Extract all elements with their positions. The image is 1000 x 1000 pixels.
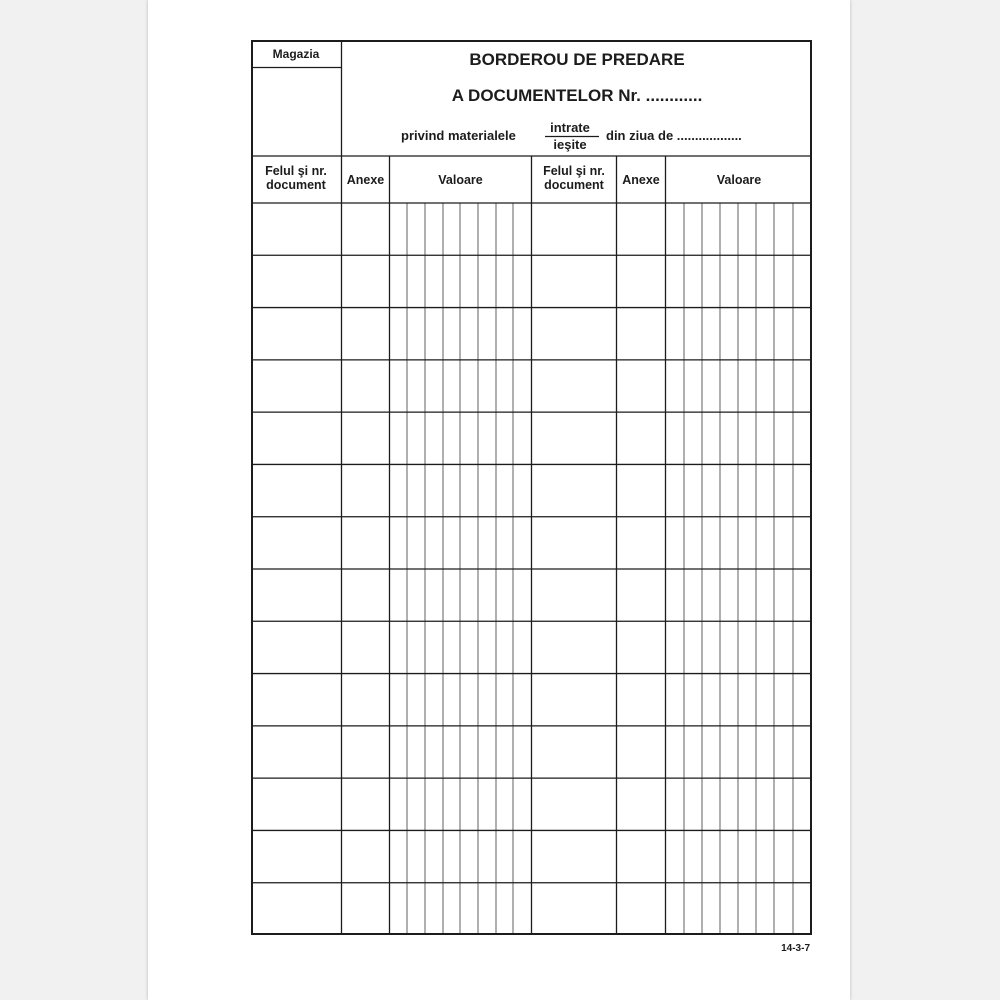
subtitle-prefix: privind materialele bbox=[401, 128, 516, 143]
doc-type-header-right-line-2: document bbox=[544, 177, 604, 192]
fraction-intrate: intrate bbox=[550, 120, 590, 135]
warehouse-label: Magazia bbox=[272, 47, 320, 61]
annexes-header-left: Anexe bbox=[346, 173, 385, 187]
doc-type-header-left-line-2: document bbox=[266, 177, 326, 192]
form-title-line-1: BORDEROU DE PREDARE bbox=[469, 50, 685, 69]
subtitle-date-field: din ziua de .................. bbox=[606, 128, 742, 143]
form-code: 14-3-7 bbox=[781, 943, 810, 954]
form-title-line-2: A DOCUMENTELOR Nr. ............ bbox=[451, 86, 703, 105]
annexes-header-right: Anexe bbox=[622, 173, 660, 187]
value-header-right: Valoare bbox=[716, 173, 762, 187]
transfer-form bbox=[251, 40, 812, 935]
fraction-iesite: ieşite bbox=[553, 137, 587, 152]
doc-type-header-left bbox=[251, 165, 341, 193]
value-header-left: Valoare bbox=[438, 173, 483, 187]
doc-type-header-left-line-1: Felul şi nr. bbox=[265, 164, 327, 178]
doc-type-header-right-line-1: Felul şi nr. bbox=[543, 164, 605, 178]
doc-type-header-right bbox=[532, 165, 616, 193]
